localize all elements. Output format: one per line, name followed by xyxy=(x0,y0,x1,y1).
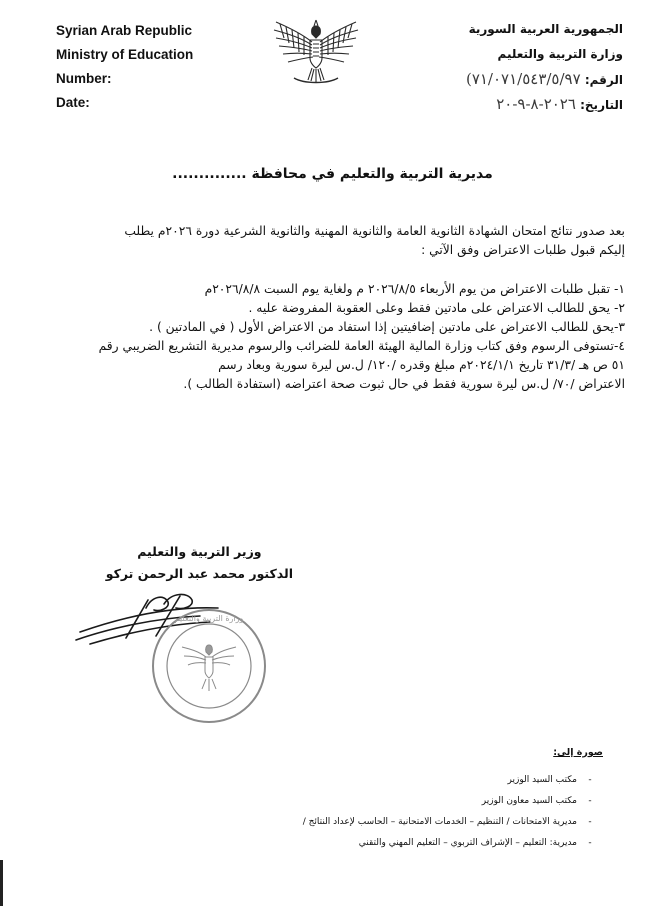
syrian-eagle-emblem-icon xyxy=(268,8,364,90)
condition-item: ١- تقبل طلبات الاعتراض من يوم الأربعاء ٢٠٢٦/٨/٥ م ولغاية يوم السبت ٢٠٢٦/٨/٨م xyxy=(204,282,625,296)
number-line-ar xyxy=(383,67,623,92)
condition-item: الاعتراض /٧٠/ ل.س ليرة سورية فقط في حال ثبوت صحة اعتراضه (استفادة الطالب ). xyxy=(183,377,625,391)
condition-item: ٢- يحق للطالب الاعتراض على مادتين فقط وعلى العقوبة المفروضة عليه . xyxy=(248,301,625,315)
condition-item: ٥١ ص هـ /٣١/٣ تاريخ ٢٠٢٤/١/١م مبلغ وقدره /١٢٠/ ل.س ليرة سورية وبعاد رسم xyxy=(218,358,625,372)
scan-edge-mark xyxy=(0,860,3,906)
conditions-list xyxy=(38,280,625,394)
condition-item: ٣-يحق للطالب الاعتراض على مادتين إضافيتين إذا استفاد من الاعتراض الأول ( في المادتين ) . xyxy=(149,320,625,334)
date-line-ar xyxy=(383,92,623,117)
number-label-ar: الرقم: xyxy=(584,73,623,87)
official-stamp-seal xyxy=(148,605,270,727)
list-marker: - xyxy=(588,775,592,785)
date-value-handwritten: ٢٠٢٦-٨-٩-٢٠ xyxy=(496,95,576,113)
copy-to-section xyxy=(303,747,603,854)
copy-to-item: -مكتب السيد معاون الوزير xyxy=(303,791,603,812)
date-label-en: Date: xyxy=(56,95,90,110)
list-marker: - xyxy=(588,796,592,806)
copy-to-list xyxy=(303,770,603,854)
signatory-name: الدكتور محمد عبد الرحمن تركو xyxy=(105,566,293,581)
condition-item: ٤-تستوفى الرسوم وفق كتاب وزارة المالية الهيئة العامة للضرائب والرسوم مديرية التشريع الضريبي رقم xyxy=(98,339,625,353)
country-name-en: Syrian Arab Republic xyxy=(56,23,193,38)
letter-body xyxy=(38,222,625,394)
ministry-name-en: Ministry of Education xyxy=(56,47,194,62)
date-label-ar: التاريخ: xyxy=(580,98,623,112)
copy-to-heading: صورة إلى: xyxy=(553,747,603,758)
list-marker: - xyxy=(588,838,592,848)
signatory-title: وزير التربية والتعليم xyxy=(137,544,262,559)
copy-to-item: -مكتب السيد الوزير xyxy=(303,770,603,791)
signatory-block xyxy=(106,541,293,585)
document-title: مديرية التربية والتعليم في محافظة .............. xyxy=(172,166,493,182)
copy-to-item: -مديرية الامتحانات / التنظيم – الخدمات الامتحانية – الحاسب لإعداد النتائج / xyxy=(303,812,603,833)
number-value-handwritten: ٧١/٠٧١/٥٤٣/٥/٩٧) xyxy=(465,70,581,88)
number-label-en: Number: xyxy=(56,71,112,86)
intro-line-1: بعد صدور نتائج امتحان الشهادة الثانوية العامة والثانوية المهنية والثانوية الشرعية دورة ٢٠٢٦م يطلب xyxy=(124,224,625,238)
list-marker: - xyxy=(588,817,592,827)
copy-to-item: -مديرية: التعليم – الإشراف التربوي – التعليم المهني والتقني xyxy=(303,833,603,854)
country-name-ar: الجمهورية العربية السورية xyxy=(468,22,623,36)
intro-line-2: إليكم قبول طلبات الاعتراض وفق الآتي : xyxy=(421,243,625,257)
header-english xyxy=(56,19,256,115)
header-arabic xyxy=(383,17,623,117)
seal-text: وزارة التربية والتعليم xyxy=(174,614,244,623)
ministry-name-ar: وزارة التربية والتعليم xyxy=(497,47,623,61)
